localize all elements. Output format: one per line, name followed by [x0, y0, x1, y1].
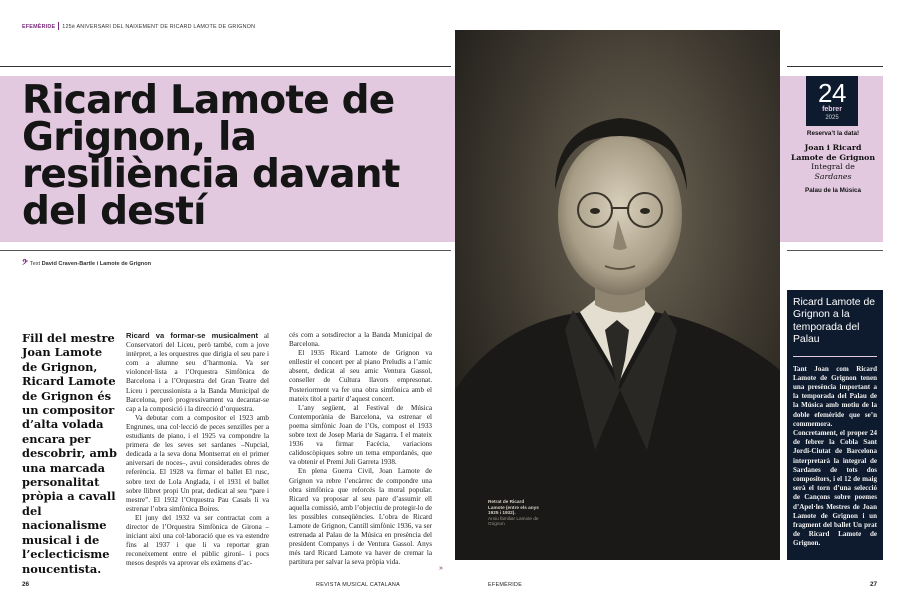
mid-rule-right: [787, 250, 883, 251]
magazine-name: REVISTA MUSICAL CATALANA: [316, 582, 400, 588]
run-in-heading: Ricard va formar-se musicalment: [126, 331, 258, 340]
credit-names: David Craven-Bartle i Lamote de Grignon: [41, 261, 152, 267]
event-month: febrer: [822, 106, 842, 113]
portrait-illustration: [455, 30, 780, 560]
paragraph-text: Va debutar com a compositor el 1923 amb Engrunes, una col·lecció de peces senzilles per a estudiants de piano, i el 1925 va compondre la primera de les seves set sardanes –Nupcial, dedicada a la seva dona Montserrat en el primer aniversari de noces–, avui considerades obres de referència. El 1928 va firmar el ballet El rusc, sobre text de Lola Anglada, i el 1931 el ballet sobre llibret propi Un prat, dedicat al seu “pare i mestre”. El 1932 l’Orquestra Pau Casals li va estrenar l’obra simfònica Boires.: [126, 413, 269, 513]
event-date-box: [806, 76, 858, 126]
credit-prefix: Text: [29, 261, 41, 267]
top-rule-left: [0, 66, 451, 67]
event-promo: [790, 129, 876, 195]
paragraph-text: cés com a sotsdirector a la Banda Municipal de Barcelona.: [289, 331, 432, 349]
caption-text: Retrat de Ricard Lamote (entre els anys 1925 i 1932).: [488, 499, 539, 516]
article-title: Ricard Lamote de Grignon, la resiliència davant del destí: [22, 78, 400, 234]
body-paragraph: [126, 514, 269, 569]
body-paragraph: [289, 331, 432, 349]
running-head-section: EFEMÈRIDE: [22, 24, 56, 30]
top-rule-right: [787, 66, 883, 67]
event-venue: Palau de la Música: [805, 187, 861, 195]
portrait-photo: [455, 30, 780, 560]
sidebar-title: Ricard Lamote de Grignon a la temporada del Palau: [793, 297, 877, 357]
caption-source: Arxiu familiar Lamote de Grignon: [488, 515, 539, 527]
paragraph-text: L’any següent, al Festival de Música Contemporània de Barcelona, va estrenar el poema simfònic Joan de l’Os, compost el 1933 sobre text de Josep Maria de Sagarra. I el mateix 1936 va firmar Facècia, variacions calidoscòpiques sobre un tema empordanès, que va obtenir el Premi Juli Garreta 1938.: [289, 403, 432, 467]
body-paragraph: [289, 467, 432, 567]
body-column-1: [126, 331, 269, 568]
running-head-divider: [58, 22, 59, 30]
event-program-title: Sardanes: [814, 171, 852, 181]
sidebar-body: Tant Joan com Ricard Lamote de Grignon tenen una presència important a la temporada del Palau de la Música amb motiu de la doble efemèride que se’n commemora. Concretament, el proper 24 de febrer la Cobla Sant Jordi-Ciutat de Barcelona interpretarà la integral de Sardanes de tots dos compositors, i el 12 de maig serà el torn d’una selecció de Cançons sobre poemes d’Apel·les Mestres de Joan Lamote de Grignon i un fragment del ballet Un prat de Ricard Lamote de Grignon.: [793, 364, 877, 548]
reserve-date-label: Reserva’t la data!: [806, 130, 860, 137]
continue-arrow-icon: »: [439, 565, 443, 572]
body-paragraph: [126, 331, 269, 414]
body-column-2: [289, 331, 432, 567]
paragraph-text: En plena Guerra Civil, Joan Lamote de Grignon va rebre l’encàrrec de compondre una obra simfònica que reforcés la moral popular. Ricard va proposar al seu pare d’assumir ell aquella comissió, amb l’objectiu de protegir-lo de les possibles conseqüències. L’obra de Ricard Lamote de Grignon, Cantill simfònic 1936, va ser estrenada al Palau de la Música en presència del president Companys i de Ventura Gassol. Anys més tard Ricard Lamote va haver de cremar la partitura per salvar la seva pròpia vida.: [289, 467, 432, 567]
article-lead: Fill del mestre Joan Lamote de Grignon, Ricard Lamote de Grignon és un compositor d’alta volada encara per descobrir, amb una marcada personalitat pròpia a cavall del nacionalisme musical i de l’eclecticisme noucentista.: [22, 331, 117, 576]
page-number-right: 27: [870, 581, 878, 588]
event-artist: Joan i Ricard Lamote de Grignon: [790, 143, 876, 162]
body-paragraph: [289, 349, 432, 404]
event-day: 24: [818, 78, 846, 108]
photo-caption: [488, 499, 540, 527]
body-paragraph: [126, 414, 269, 514]
mid-rule-left: [0, 250, 451, 251]
sidebar-box: [787, 290, 883, 560]
paragraph-text: El juny del 1932 va ser contractat com a director de l’Orquestra Simfònica de Girona –iniciant així una col·laboració que es va estendre fins al 1937 i que li va reportar gran reconeixement entre el públic gironí– i pocs mesos després va aprovar els exàmens d’ac-: [126, 513, 269, 568]
event-program: [790, 162, 876, 181]
page-number-left: 26: [22, 581, 30, 588]
footer-section: EFEMÈRIDE: [488, 582, 523, 588]
paragraph-text: El 1935 Ricard Lamote de Grignon va enllestir el concert per al piano Preludis a l’amic absent, dedicat al seu amic Ventura Gassol, conseller de Cultura llavors empresonat. Posteriorment va fer una obra simfònica amb el mateix títol a partir d’aquest concert.: [289, 349, 432, 403]
running-head-subtitle: 125è ANIVERSARI DEL NAIXEMENT DE RICARD LAMOTE DE GRIGNON: [62, 24, 256, 30]
bass-clef-icon: 𝄢: [22, 258, 28, 268]
author-credit: [22, 258, 151, 269]
event-program-prefix: Integral de: [811, 162, 855, 172]
body-paragraph: [289, 404, 432, 468]
running-head: [22, 22, 255, 30]
paragraph-text: al Conservatori del Liceu, però també, com a jove intèrpret, a les orquestres que dirigia el seu pare i com a alumne seu d’harmonia. Va ser violoncel·lista a l’Orquestra Simfònica de Barcelona i a l’Orquestra del Gran Teatre del Liceu i percussionista a la Banda Municipal de Barcelona, però progressivament va decantar-se cap a la composició i la direcció d’orquestra.: [126, 332, 269, 413]
event-year: 2025: [825, 115, 839, 121]
